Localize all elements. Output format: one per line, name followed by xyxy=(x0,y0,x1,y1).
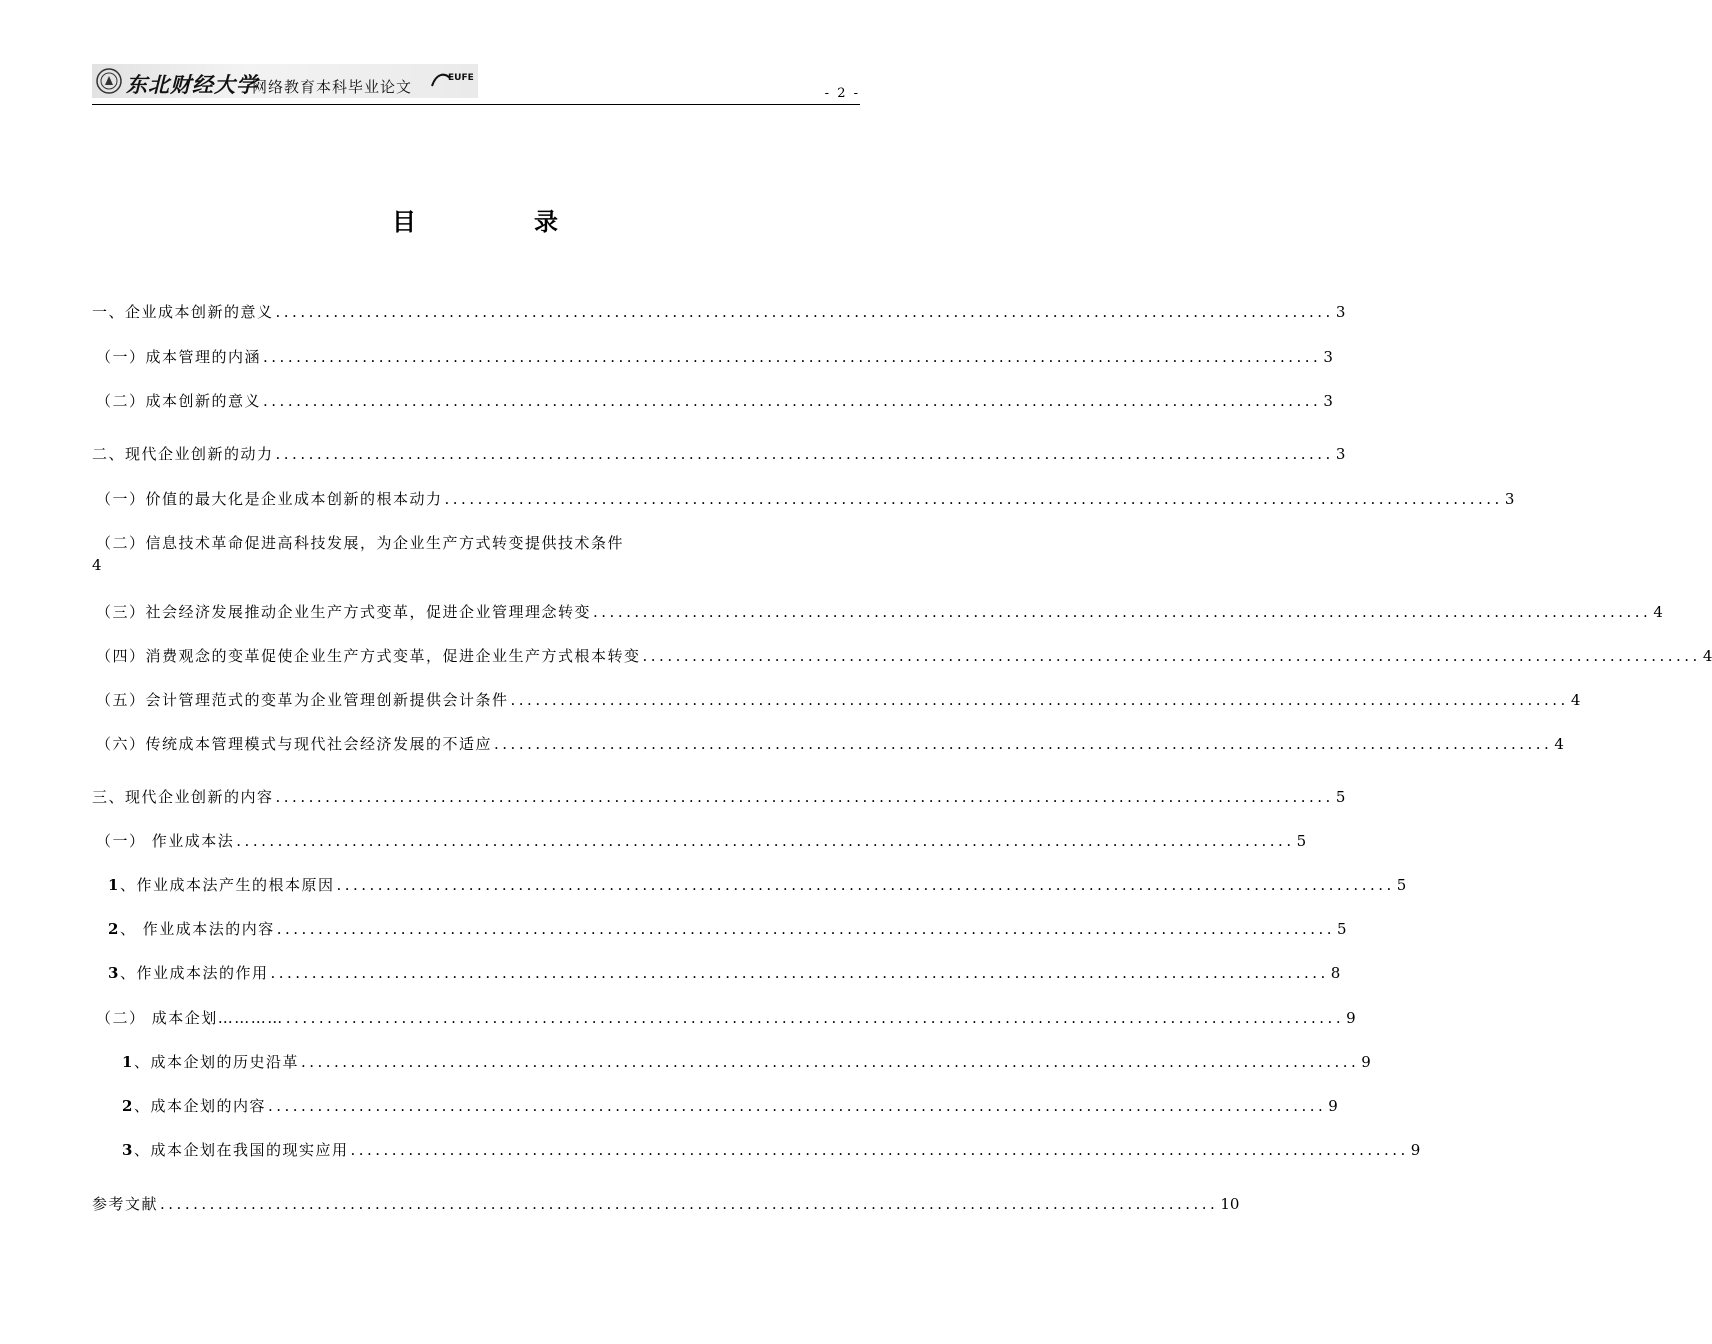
toc-entry-number: 2 xyxy=(108,920,120,938)
toc-entry[interactable] xyxy=(96,488,1515,509)
document-header xyxy=(92,62,860,104)
toc-entry[interactable] xyxy=(96,601,1663,622)
toc-entry[interactable] xyxy=(122,1095,1338,1116)
header-divider xyxy=(92,104,860,105)
toc-entry[interactable] xyxy=(108,962,1341,983)
toc-entry[interactable] xyxy=(92,301,1346,322)
eufe-logo-icon xyxy=(430,68,478,90)
toc-entry-page: 9 xyxy=(1361,1053,1371,1071)
toc-entry-label: 、成本企划在我国的现实应用 xyxy=(133,1141,349,1159)
toc-entry-label: 一、企业成本创新的意义 xyxy=(92,303,274,321)
toc-entry-page: 4 xyxy=(1554,735,1564,753)
toc-entry-number: 3 xyxy=(108,964,120,982)
toc-entry-page: 9 xyxy=(1328,1097,1338,1115)
toc-entry[interactable] xyxy=(96,733,1564,754)
toc-entry-page: 3 xyxy=(1323,392,1333,410)
toc-entry-page: 3 xyxy=(1504,490,1515,508)
toc-entry-page: 4 xyxy=(1570,691,1581,709)
toc-leader-dots: ................................................................................................................................ xyxy=(275,303,1334,321)
toc-entry[interactable] xyxy=(96,645,1712,666)
toc-leader-dots: ................................................................................................................................ xyxy=(336,876,1395,894)
eufe-logo-text: EUFE xyxy=(448,73,474,83)
toc-leader-dots: ................................................................................................................................ xyxy=(300,1053,1360,1071)
toc-entry-label: （一）成本管理的内涵 xyxy=(96,348,262,366)
toc-leader-dots: ................................................................................................................................ xyxy=(263,392,1322,410)
toc-entry-label: 二、现代企业创新的动力 xyxy=(92,445,274,463)
toc-entry-page: 5 xyxy=(1296,832,1307,850)
toc-leader-dots: ................................................................................................................................ xyxy=(275,445,1334,463)
toc-entry-page: 9 xyxy=(1346,1009,1356,1027)
toc-leader-dots: ................................................................................................................................ xyxy=(510,691,1569,709)
toc-entry-label: （六）传统成本管理模式与现代社会经济发展的不适应 xyxy=(96,735,493,753)
toc-entry[interactable] xyxy=(122,1139,1421,1160)
page-number: - 2 - xyxy=(824,86,860,101)
toc-leader-dots: ................................................................................................................................ xyxy=(593,603,1652,621)
toc-entry[interactable] xyxy=(96,390,1333,411)
toc-entry-page: 4 xyxy=(92,556,102,574)
toc-leader-dots: ................................................................................................................................ xyxy=(494,735,1553,753)
toc-entry-page: 5 xyxy=(1396,876,1407,894)
toc-entry[interactable] xyxy=(122,1051,1371,1072)
toc-entry[interactable] xyxy=(92,786,1346,807)
toc-entry-page: 3 xyxy=(1335,445,1346,463)
toc-leader-dots: ................................................................................................................................ xyxy=(276,920,1336,938)
toc-entry-label: （二） 成本企划………… xyxy=(96,1009,284,1027)
toc-entry-page: 10 xyxy=(1220,1195,1240,1213)
toc-entry-label: （五）会计管理范式的变革为企业管理创新提供会计条件 xyxy=(96,691,509,709)
toc-entry-number: 3 xyxy=(122,1141,134,1159)
toc-entry-number: 2 xyxy=(122,1097,134,1115)
toc-entry-label: 、作业成本法产生的根本原因 xyxy=(119,876,335,894)
toc-leader-dots: ................................................................................................................................ xyxy=(275,788,1334,806)
toc-entry[interactable] xyxy=(96,346,1333,367)
university-seal-icon xyxy=(96,68,122,94)
toc-entry[interactable] xyxy=(96,830,1307,851)
toc-leader-dots: ................................................................................................................................ xyxy=(642,647,1701,665)
toc-entry[interactable] xyxy=(92,443,1346,464)
toc-entry-label: （二）成本创新的意义 xyxy=(96,392,262,410)
toc-entry-number: 1 xyxy=(122,1053,134,1071)
toc-entry-number: 1 xyxy=(108,876,120,894)
toc-leader-dots: ................................................................................................................................ xyxy=(263,348,1322,366)
toc-leader-dots: ................................................................................................................................ xyxy=(267,1097,1327,1115)
toc-leader-dots: ................................................................................................................................ xyxy=(236,832,1295,850)
toc-leader-dots: ................................................................................................................................ xyxy=(160,1195,1219,1213)
toc-entry[interactable] xyxy=(92,1193,1240,1214)
program-title: 网络教育本科毕业论文 xyxy=(252,78,413,96)
toc-entry-label: 、成本企划的内容 xyxy=(133,1097,266,1115)
toc-entry-page: 4 xyxy=(1653,603,1663,621)
toc-entry[interactable] xyxy=(108,874,1407,895)
toc-entry-label: 、 作业成本法的内容 xyxy=(119,920,275,938)
toc-entry-label: （一） 作业成本法 xyxy=(96,832,235,850)
toc-entry-page: 8 xyxy=(1330,964,1341,982)
title-char-right: 录 xyxy=(534,207,558,236)
toc-entry-label: （二）信息技术革命促进高科技发展，为企业生产方式转变提供技术条件 xyxy=(96,534,625,552)
toc-entry-page: 5 xyxy=(1337,920,1347,938)
page-title xyxy=(0,202,950,237)
toc-leader-dots: ................................................................................................................................ xyxy=(444,490,1503,508)
university-name: 东北财经大学 xyxy=(126,72,258,97)
toc-entry-label: 、成本企划的历史沿革 xyxy=(133,1053,299,1071)
toc-leader-dots: ................................................................................................................................ xyxy=(270,964,1329,982)
toc-entry-label: （四）消费观念的变革促使企业生产方式变革，促进企业生产方式根本转变 xyxy=(96,647,641,665)
toc-entry-label: 、作业成本法的作用 xyxy=(119,964,269,982)
toc-entry-label: （三）社会经济发展推动企业生产方式变革，促进企业管理理念转变 xyxy=(96,603,592,621)
toc-entry[interactable] xyxy=(96,1007,1356,1028)
toc-entry[interactable] xyxy=(96,532,624,553)
toc-entry-page: 9 xyxy=(1410,1141,1421,1159)
toc-entry-page: 3 xyxy=(1335,303,1346,321)
toc-entry-label: 参考文献 xyxy=(92,1195,159,1213)
toc-entry-label: （一）价值的最大化是企业成本创新的根本动力 xyxy=(96,490,443,508)
toc-entry-page: 3 xyxy=(1323,348,1333,366)
toc-entry-page: 5 xyxy=(1335,788,1346,806)
university-logo-banner xyxy=(92,64,478,98)
title-char-left: 目 xyxy=(392,207,416,236)
toc-entry[interactable] xyxy=(96,689,1581,710)
toc-leader-dots: ................................................................................................................................ xyxy=(350,1141,1409,1159)
toc-entry-page: 4 xyxy=(1702,647,1712,665)
toc-entry[interactable] xyxy=(108,918,1347,939)
toc-entry-label: 三、现代企业创新的内容 xyxy=(92,788,274,806)
toc-leader-dots: ................................................................................................................................ xyxy=(285,1009,1345,1027)
